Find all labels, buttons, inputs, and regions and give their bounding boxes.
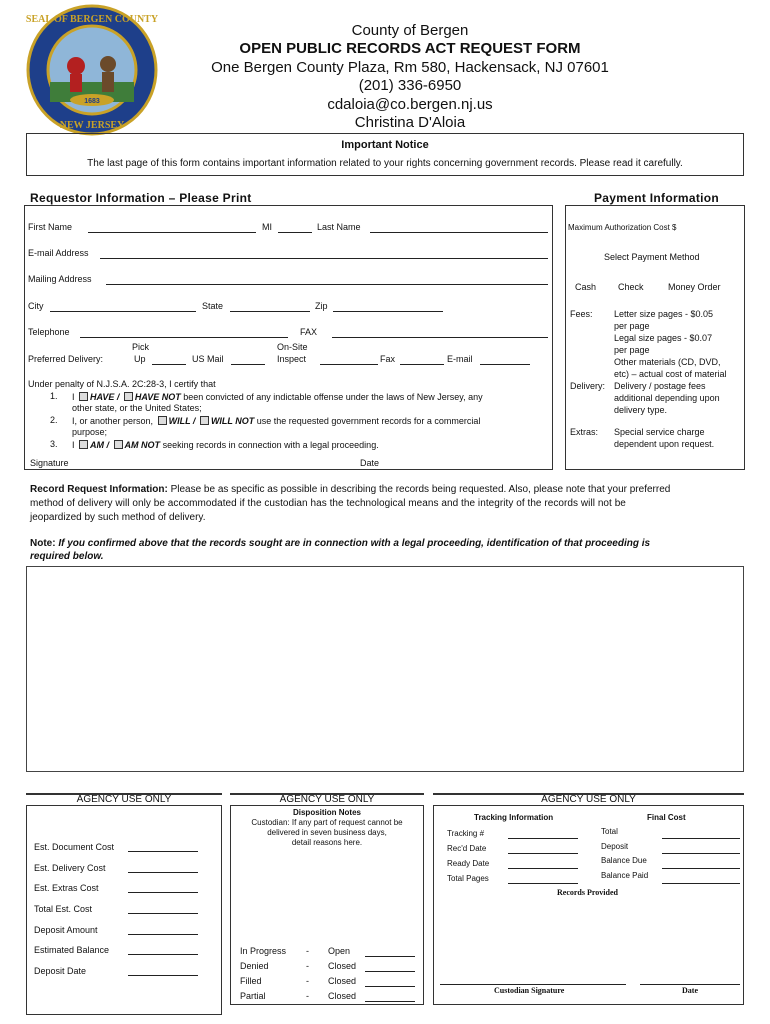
- check-option[interactable]: Check: [618, 282, 644, 292]
- final-deposit-label: Deposit: [601, 842, 629, 851]
- cert-item-3: [72, 440, 379, 450]
- pick-label: Pick: [132, 342, 150, 352]
- fees-line-3: Legal size pages - $0.07: [614, 333, 713, 343]
- status-dash-2: -: [306, 961, 309, 971]
- form-title: OPEN PUBLIC RECORDS ACT REQUEST FORM: [239, 40, 581, 57]
- deposit-date-label: Deposit Date: [34, 966, 87, 976]
- total-pages-label: Total Pages: [447, 874, 489, 883]
- recd-date-label: Rec'd Date: [447, 844, 487, 853]
- cert-item-3-number: 3.: [50, 439, 58, 449]
- will-option: WILL /: [168, 416, 196, 426]
- extras-line-2: dependent upon request.: [614, 439, 715, 449]
- records-provided-label: Records Provided: [557, 888, 618, 897]
- status-partial: Partial: [240, 991, 266, 1001]
- onsite-label: On-Site: [277, 342, 308, 352]
- extras-label: Extras:: [570, 427, 599, 437]
- email-option-field[interactable]: [480, 354, 530, 365]
- delivery-line-3: delivery type.: [614, 405, 668, 415]
- note-line-2: required below.: [30, 551, 104, 562]
- onsite-inspect-field[interactable]: [320, 354, 378, 365]
- tracking-info-title: Tracking Information: [474, 813, 554, 822]
- city-field[interactable]: [50, 301, 196, 312]
- seal-bottom-text: NEW JERSEY: [59, 120, 125, 131]
- status-dash-3: -: [306, 976, 309, 986]
- disposition-line-3: detail reasons here.: [291, 838, 363, 847]
- status-in-progress: In Progress: [240, 946, 287, 956]
- records-description-field[interactable]: [26, 566, 744, 772]
- final-cost-title: Final Cost: [647, 813, 686, 822]
- seal-year: 1683: [84, 98, 100, 105]
- final-balance-due-label: Balance Due: [601, 856, 647, 865]
- state-field[interactable]: [230, 301, 310, 312]
- have-not-option: HAVE NOT: [134, 392, 181, 402]
- record-request-line-3: jeopardized by such method of delivery.: [30, 512, 206, 523]
- am-not-option: AM NOT: [124, 440, 161, 450]
- status-filled: Filled: [240, 976, 262, 986]
- cert-item-2: [72, 416, 480, 426]
- record-request-line-2: method of delivery will only be accommodated if the custodian has the technological means and the integrity of the records will not be: [30, 498, 626, 509]
- will-not-checkbox[interactable]: [200, 416, 209, 425]
- disposition-notes-title: Disposition Notes: [292, 808, 361, 817]
- disposition-line-1: Custodian: If any part of request cannot be: [251, 818, 403, 827]
- usmail-field[interactable]: [231, 354, 265, 365]
- cert-item-1-text: been convicted of any indictable offense under the laws of New Jersey, any: [183, 392, 483, 402]
- status-dash-4: -: [306, 991, 309, 1001]
- am-checkbox[interactable]: [79, 440, 88, 449]
- will-checkbox[interactable]: [158, 416, 167, 425]
- fees-line-6: etc) – actual cost of material: [614, 369, 727, 379]
- email-option-label: E-mail: [447, 354, 473, 364]
- custodian-signature-label: Custodian Signature: [494, 986, 565, 995]
- record-request-label: Record Request Information:: [30, 484, 168, 495]
- fax-option-label: Fax: [380, 354, 396, 364]
- office-phone: (201) 336-6950: [358, 77, 462, 94]
- city-label: City: [28, 301, 44, 311]
- note-text: If you confirmed above that the records sought are in connection with a legal proceeding, identification of that proceeding is: [58, 538, 651, 549]
- delivery-line-1: Delivery / postage fees: [614, 381, 706, 391]
- status-dash-1: -: [306, 946, 309, 956]
- fax-option-field[interactable]: [400, 354, 444, 365]
- final-balance-paid-label: Balance Paid: [601, 871, 649, 880]
- status-closed-2: Closed: [328, 976, 357, 986]
- agency-mid-title: AGENCY USE ONLY: [279, 794, 375, 805]
- estimated-balance-label: Estimated Balance: [34, 945, 110, 955]
- county-name: County of Bergen: [351, 22, 469, 39]
- first-name-field[interactable]: [88, 222, 256, 233]
- ready-date-label: Ready Date: [447, 859, 490, 868]
- mi-label: MI: [262, 222, 272, 232]
- cert-item-1: [72, 392, 483, 402]
- requestor-section-title: Requestor Information – Please Print: [30, 191, 252, 205]
- office-address: One Bergen County Plaza, Rm 580, Hackensack, NJ 07601: [211, 59, 609, 76]
- cert-item-2-continued: purpose;: [72, 427, 108, 437]
- tracking-number-label: Tracking #: [447, 829, 485, 838]
- payment-section-title: Payment Information: [594, 191, 720, 205]
- mi-field[interactable]: [278, 222, 312, 233]
- state-label: State: [202, 301, 224, 311]
- fax-field[interactable]: [332, 327, 548, 338]
- penalty-intro: Under penalty of N.J.S.A. 2C:28-3, I certify that: [28, 379, 216, 389]
- pickup-field[interactable]: [152, 354, 186, 365]
- cert-item-2-text: use the requested government records for a commercial: [256, 416, 481, 426]
- final-total-label: Total: [601, 827, 618, 836]
- agency-left-title: AGENCY USE ONLY: [76, 794, 172, 805]
- cert-item-1-number: 1.: [50, 391, 58, 401]
- status-closed-1: Closed: [328, 961, 357, 971]
- cert-item-1-continued: other state, or the United States;: [72, 403, 202, 413]
- extras-line-1: Special service charge: [614, 427, 705, 437]
- email-field[interactable]: [100, 248, 548, 259]
- fees-line-2: per page: [614, 321, 650, 331]
- have-option: HAVE /: [90, 392, 120, 402]
- am-option: AM /: [90, 440, 110, 450]
- preferred-delivery-label: Preferred Delivery:: [28, 354, 104, 364]
- first-name-label: First Name: [28, 222, 73, 232]
- cash-option[interactable]: Cash: [575, 282, 597, 292]
- have-checkbox[interactable]: [79, 392, 88, 401]
- mailing-address-field[interactable]: [106, 274, 548, 285]
- fax-label: FAX: [300, 327, 318, 337]
- inspect-label: Inspect: [277, 354, 307, 364]
- fees-label: Fees:: [570, 309, 593, 319]
- notice-text: The last page of this form contains important information related to your rights concerning government records. Please read it carefully.: [87, 158, 683, 169]
- zip-label: Zip: [315, 301, 328, 311]
- cert-item-2-number: 2.: [50, 415, 58, 425]
- last-name-field[interactable]: [370, 222, 548, 233]
- disposition-line-2: delivered in seven business days,: [267, 828, 387, 837]
- cert-item-3-text: seeking records in connection with a legal proceeding.: [162, 440, 379, 450]
- agency-right-title: AGENCY USE ONLY: [541, 794, 636, 805]
- cert-item-1-i: I: [72, 392, 75, 402]
- est-delivery-cost-label: Est. Delivery Cost: [34, 863, 106, 873]
- status-open: Open: [328, 946, 351, 956]
- custodian-date-label: Date: [682, 986, 698, 995]
- county-seal: [26, 4, 158, 136]
- deposit-amount-label: Deposit Amount: [34, 925, 98, 935]
- zip-field[interactable]: [333, 301, 443, 312]
- record-request-line-1: [30, 485, 670, 495]
- fees-line-1: Letter size pages - $0.05: [614, 309, 714, 319]
- will-not-option: WILL NOT: [210, 416, 255, 426]
- fees-line-5: Other materials (CD, DVD,: [614, 357, 721, 367]
- delivery-label: Delivery:: [570, 381, 606, 391]
- status-closed-3: Closed: [328, 991, 357, 1001]
- est-extras-cost-label: Est. Extras Cost: [34, 883, 99, 893]
- cert-item-3-i: I: [72, 440, 75, 450]
- telephone-field[interactable]: [80, 327, 288, 338]
- max-auth-label: Maximum Authorization Cost $: [568, 223, 677, 232]
- est-document-cost-label: Est. Document Cost: [34, 842, 115, 852]
- delivery-line-2: additional depending upon: [614, 393, 720, 403]
- email-label: E-mail Address: [28, 248, 89, 258]
- notice-title: Important Notice: [341, 139, 429, 151]
- cert-item-2-text-a: I, or another person,: [72, 416, 154, 426]
- signature-label: Signature: [30, 458, 69, 468]
- note-line-1: [30, 539, 650, 549]
- am-not-checkbox[interactable]: [114, 440, 123, 449]
- note-label: Note:: [30, 538, 56, 549]
- total-est-cost-label: Total Est. Cost: [34, 904, 93, 914]
- fees-line-4: per page: [614, 345, 650, 355]
- mailing-label: Mailing Address: [28, 274, 92, 284]
- seal-top-text: SEAL OF BERGEN COUNTY: [26, 14, 158, 25]
- status-denied: Denied: [240, 961, 269, 971]
- have-not-checkbox[interactable]: [124, 392, 133, 401]
- usmail-label: US Mail: [192, 354, 224, 364]
- telephone-label: Telephone: [28, 327, 70, 337]
- important-notice: [26, 133, 744, 176]
- contact-name: Christina D'Aloia: [354, 114, 466, 131]
- money-order-option[interactable]: Money Order: [668, 282, 721, 292]
- last-name-label: Last Name: [317, 222, 361, 232]
- date-label: Date: [360, 458, 380, 468]
- record-request-text: Please be as specific as possible in describing the records being requested. Also, please note that your preferred: [170, 484, 671, 495]
- office-email: cdaloia@co.bergen.nj.us: [327, 96, 493, 113]
- pickup-label: Up: [134, 354, 146, 364]
- select-payment-label: Select Payment Method: [604, 252, 700, 262]
